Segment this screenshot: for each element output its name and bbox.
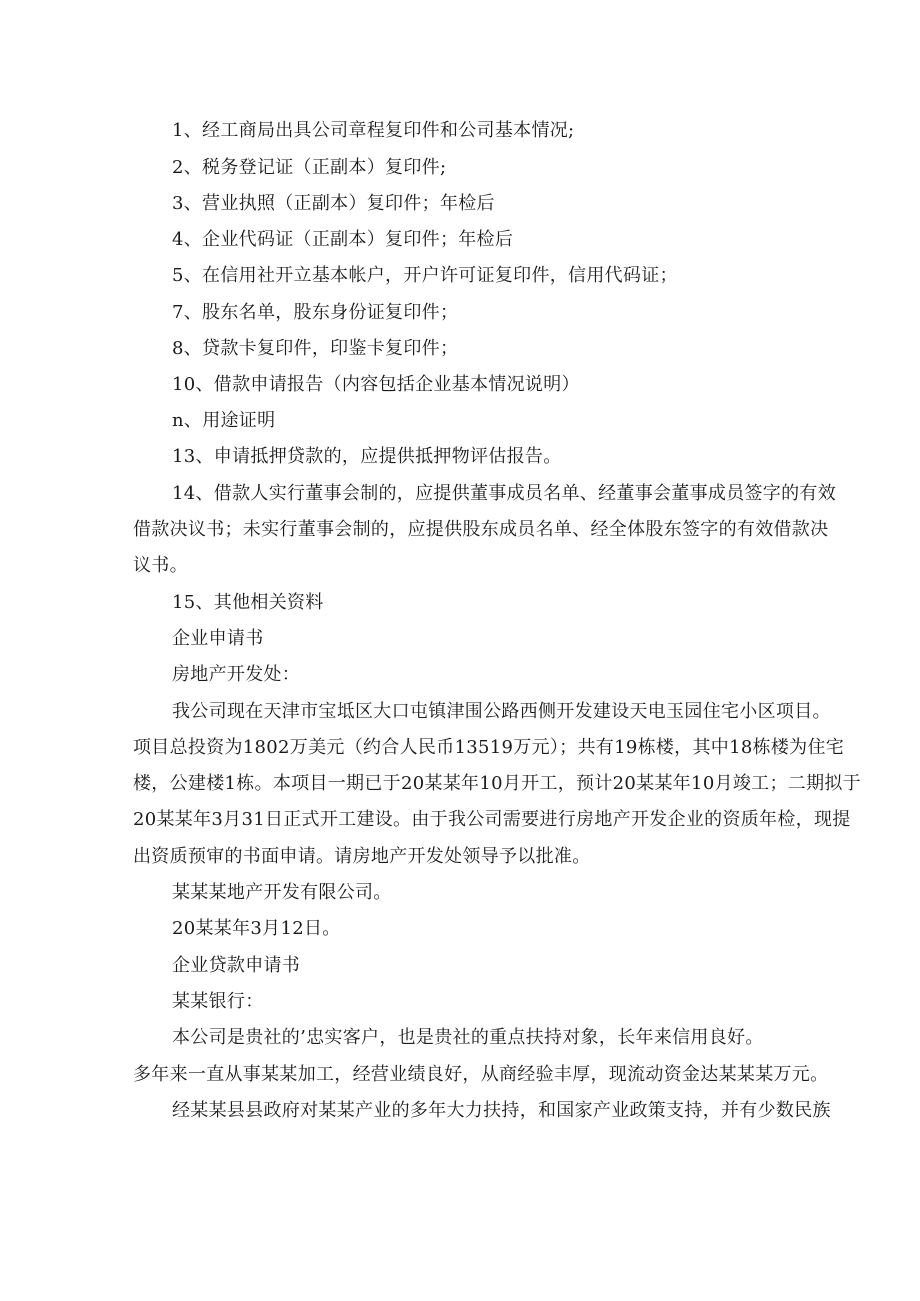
loan-application-body-line: 本公司是贵社的’忠实客户，也是贵社的重点扶持对象，长年来信用良好。 [172, 1027, 764, 1048]
application-addressee: 房地产开发处： [172, 664, 301, 685]
list-item: 4、企业代码证（正副本）复印件；年检后 [172, 229, 514, 250]
item14-line: 议书。 [133, 555, 188, 576]
list-item: 2、税务登记证（正副本）复印件; [172, 157, 447, 178]
loan-application-body-line: 多年来一直从事某某加工，经营业绩良好，从商经验丰厚，现流动资金达某某某万元。 [133, 1064, 829, 1085]
list-item: 5、在信用社开立基本帐户，开户许可证复印件，信用代码证； [172, 265, 678, 286]
loan-application-title: 企业贷款申请书 [172, 955, 301, 976]
list-item: 1、经工商局出具公司章程复印件和公司基本情况; [172, 120, 575, 141]
application-signature: 某某某地产开发有限公司。 [172, 882, 392, 903]
application-body-line: 楼，公建楼1栋。本项目一期已于20某某年10月开工，预计20某某年10月竣工；二期拟于 [133, 773, 861, 794]
item14-line: 14、借款人实行董事会制的，应提供董事成员名单、经董事会董事成员签字的有效 [172, 483, 837, 504]
application-body-line: 项目总投资为1802万美元（约合人民币13519万元）；共有19栋楼，其中18栋楼为住宅 [133, 737, 845, 758]
application-body-line: 我公司现在天津市宝坻区大口屯镇津围公路西侧开发建设天电玉园住宅小区项目。 [172, 701, 831, 722]
list-item: 8、贷款卡复印件，印鉴卡复印件； [172, 338, 459, 359]
application-body-line: 20某某年3月31日正式开工建设。由于我公司需要进行房地产开发企业的资质年检，现提 [133, 809, 851, 830]
application-date: 20某某年3月12日。 [172, 918, 341, 939]
loan-application-addressee: 某某银行： [172, 991, 264, 1012]
item15: 15、其他相关资料 [172, 592, 324, 613]
list-item: 13、申请抵押贷款的，应提供抵押物评估报告。 [172, 446, 562, 467]
list-item: 3、营业执照（正副本）复印件；年检后 [172, 193, 495, 214]
application-body-line: 出资质预审的书面申请。请房地产开发处领导予以批准。 [133, 846, 591, 867]
list-item: 7、股东名单，股东身份证复印件； [172, 302, 459, 323]
application-title: 企业申请书 [172, 628, 264, 649]
list-item: 10、借款申请报告（内容包括企业基本情况说明） [172, 374, 580, 395]
loan-application-body-line: 经某某县县政府对某某产业的多年大力扶持，和国家产业政策支持，并有少数民族 [172, 1100, 831, 1121]
list-item: n、用途证明 [172, 410, 276, 431]
item14-line: 借款决议书；未实行董事会制的，应提供股东成员名单、经全体股东签字的有效借款决 [133, 519, 829, 540]
